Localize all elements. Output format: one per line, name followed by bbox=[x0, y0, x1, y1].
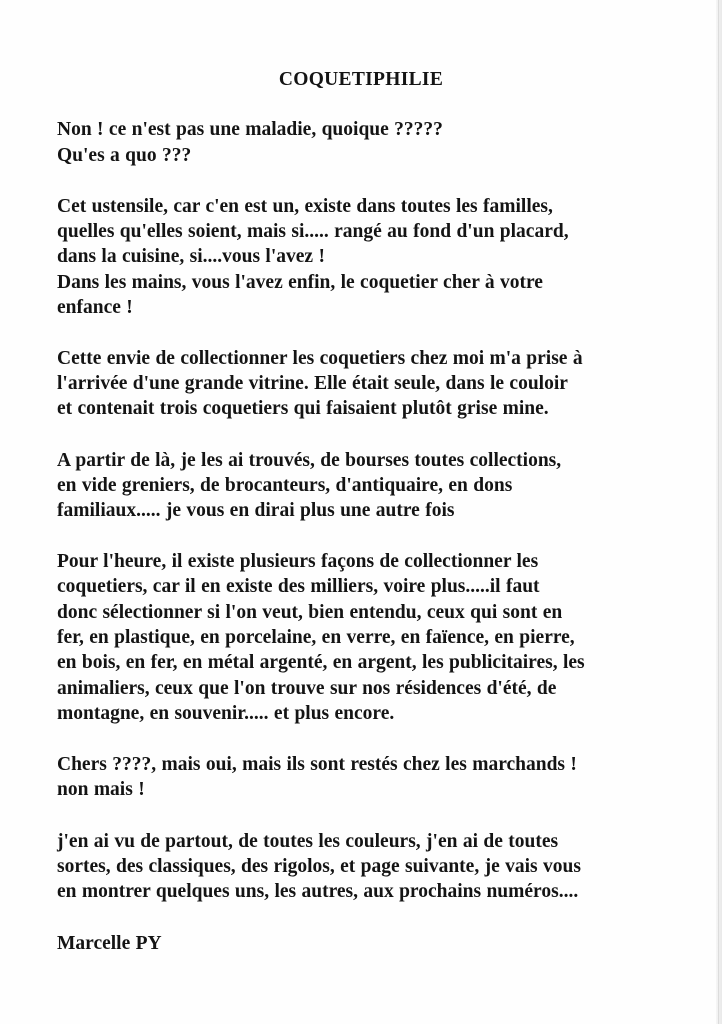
text-line: en montrer quelques uns, les autres, aux prochains numéros.... bbox=[57, 881, 579, 902]
text-line: Qu'es a quo ??? bbox=[57, 145, 192, 166]
text-line: non mais ! bbox=[57, 779, 145, 800]
page-title: COQUETIPHILIE bbox=[278, 69, 444, 90]
text-line: familiaux..... je vous en dirai plus une autre fois bbox=[57, 500, 455, 521]
text-line: en bois, en fer, en métal argenté, en argent, les publicitaires, les bbox=[57, 652, 585, 673]
text-line: j'en ai vu de partout, de toutes les couleurs, j'en ai de toutes bbox=[57, 831, 559, 852]
text-line: l'arrivée d'une grande vitrine. Elle était seule, dans le couloir bbox=[57, 373, 568, 394]
author-signature: Marcelle PY bbox=[57, 933, 162, 954]
text-line: et contenait trois coquetiers qui faisaient plutôt grise mine. bbox=[57, 398, 549, 419]
text-line: Chers ????, mais oui, mais ils sont restés chez les marchands ! bbox=[57, 754, 577, 775]
text-line: donc sélectionner si l'on veut, bien entendu, ceux qui sont en bbox=[57, 602, 563, 623]
text-line: A partir de là, je les ai trouvés, de bourses toutes collections, bbox=[57, 450, 562, 471]
text-line: fer, en plastique, en porcelaine, en verre, en faïence, en pierre, bbox=[57, 627, 575, 648]
text-line: Cette envie de collectionner les coquetiers chez moi m'a prise à bbox=[57, 348, 583, 369]
text-line: en vide greniers, de brocanteurs, d'antiquaire, en dons bbox=[57, 475, 513, 496]
text-line: Non ! ce n'est pas une maladie, quoique ????? bbox=[57, 119, 443, 140]
text-line: coquetiers, car il en existe des milliers, voire plus.....il faut bbox=[57, 576, 540, 597]
text-line: Dans les mains, vous l'avez enfin, le coquetier cher à votre bbox=[57, 272, 543, 293]
page-edge-line bbox=[718, 0, 719, 1024]
text-line: dans la cuisine, si....vous l'avez ! bbox=[57, 246, 325, 267]
text-line: Cet ustensile, car c'en est un, existe dans toutes les familles, bbox=[57, 196, 553, 217]
page-edge-shadow bbox=[716, 0, 722, 1024]
text-line: quelles qu'elles soient, mais si..... rangé au fond d'un placard, bbox=[57, 221, 569, 242]
text-line: sortes, des classiques, des rigolos, et page suivante, je vais vous bbox=[57, 856, 581, 877]
text-line: animaliers, ceux que l'on trouve sur nos résidences d'été, de bbox=[57, 678, 557, 699]
text-line: montagne, en souvenir..... et plus encore. bbox=[57, 703, 395, 724]
text-line: enfance ! bbox=[57, 297, 133, 318]
text-line: Pour l'heure, il existe plusieurs façons de collectionner les bbox=[57, 551, 539, 572]
